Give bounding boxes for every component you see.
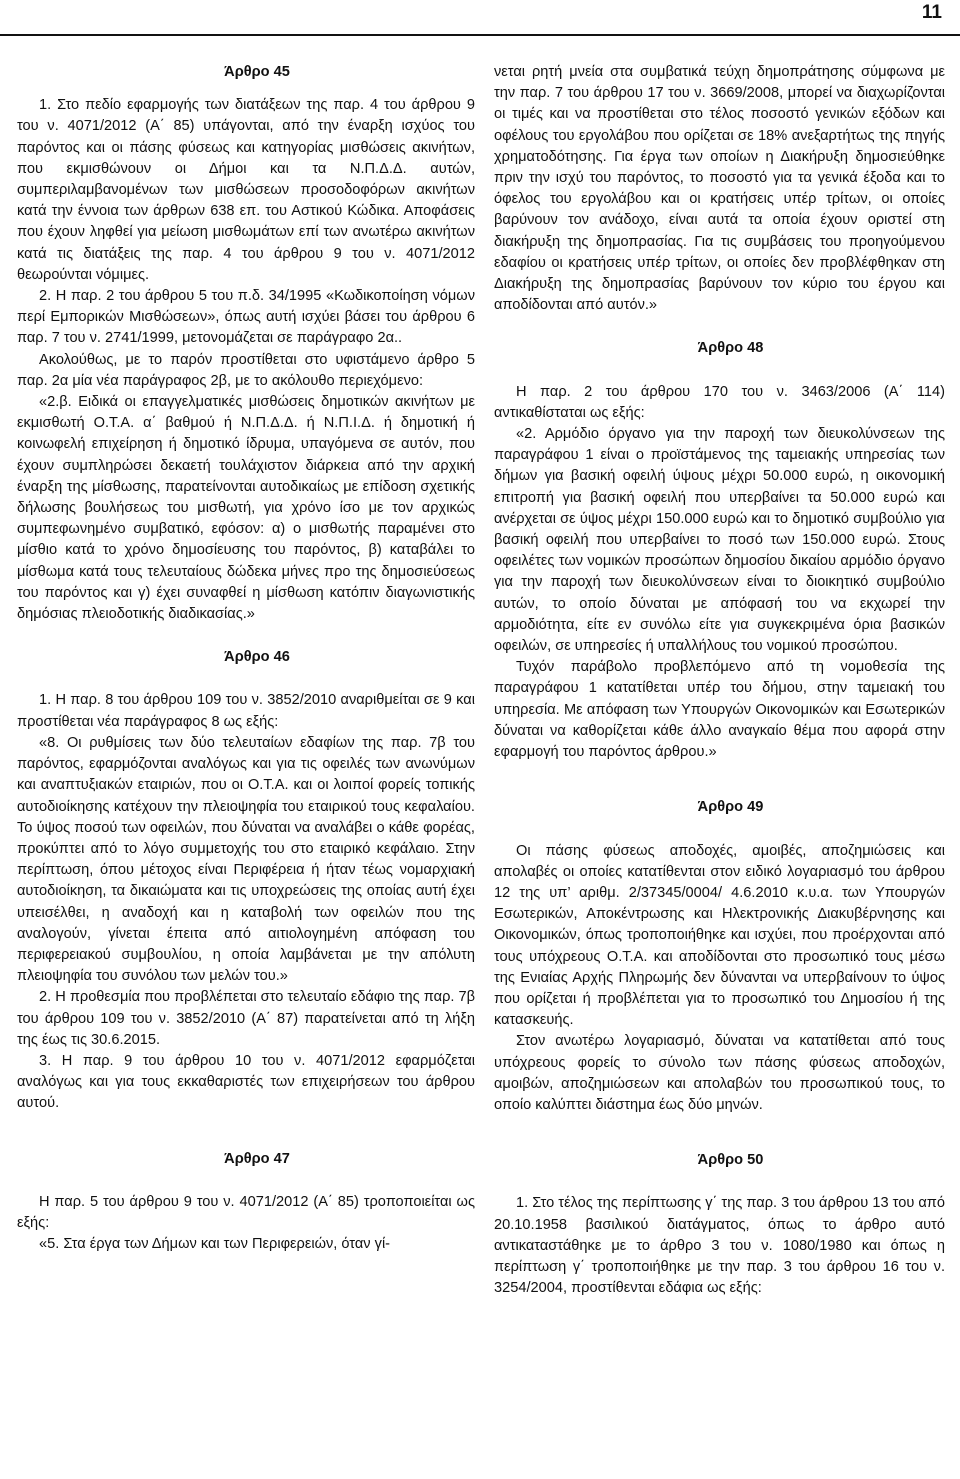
article-50-paragraph-1: 1. Στο τέλος της περίπτωσης γ΄ της παρ. 3 του άρθρου 13 του από 20.10.1958 βασιλικού διατάγματος, όπως το άρθρο αυτό αντικαταστάθηκε με το άρθρο 3 του ν. 1080/1980 και όπως η περίπτωση γ΄ τροποποιήθηκε με την παρ. 3 του άρθρου 16 του ν. 3254/2004, προστίθενται εδάφια ως εξής:: [494, 1195, 945, 1297]
article-49-paragraph-1: Οι πάσης φύσεως αποδοχές, αμοιβές, αποζημιώσεις και απολαβές οι οποίες κατατίθενται στον ειδικό λογαριασμό του άρθρου 12 της υπ’ αριθμ. 2/37345/0004/ 4.6.2010 κ.υ.α. των Υπουργών Εσωτερικών, Αποκέντρωσης και Ηλεκτρονικής Διακυβέρνησης και Οικονομικών, όπως τροποποιήθηκε και ισχύει, που προέρχονται από τους υπόχρεους Ο.Τ.Α. και αποδίδονται στο προσωπικό τους μέσω της Ενιαίας Αρχής Πληρωμής δεν δύνανται να υπερβαίνουν το ύψος που ορίζεται ή προβλέπεται για το προσωπικό του Δημοσίου ή της κατασκευής.: [494, 842, 945, 1029]
article-48-heading: Άρθρο 48: [697, 340, 764, 357]
article-47-continuation: νεται ρητή μνεία στα συμβατικά τεύχη δημοπράτησης σύμφωνα με την παρ. 7 του άρθρου 17 του ν. 3669/2008, μπορεί να διαχωρίζονται οι τιμές και να προστίθεται στο τέλος ποσοστό γενικών εξόδων και οφέλους του εργολάβου που ορίζεται σε 18% ανεξαρτήτως της πηγής χρηματοδότησης. Για έργα των οποίων η Διακήρυξη δημοσιεύθηκε πριν την ισχύ του παρόντος, το ποσοστό για τα γενικά έξοδα και το όφελος του εργολάβου και οι κρατήσεις υπέρ τρίτων, οι οποίες βαρύνουν τον ανάδοχο, είναι αυτά τα οποία έχουν οριστεί στη διακήρυξη της δημοπρασίας. Για τις συμβάσεις του προηγούμενου εδαφίου οι κρατήσεις υπέρ τρίτων, οι οποίες δεν προβλέφθηκαν στη Διακήρυξη της δημοπρασίας βαρύνουν τον κύριο του έργου και αποδίδονται από αυτόν.»: [494, 64, 945, 314]
article-45-paragraph-1: 1. Στο πεδίο εφαρμογής των διατάξεων της παρ. 4 του άρθρου 9 του ν. 4071/2012 (Α΄ 85) υπάγονται, από την έναρξη ισχύος του παρόντος και οι πάσης φύσεως και κατηγορίας μισθώσεις ακινήτων, που εκμισθώνουν οι Δήμοι και τα Ν.Π.Δ.Δ. αυτών, συμπεριλαμβανομένων των μισθώσεων προσοδοφόρων ακινήτων κατά την έννοια των άρθρων 638 επ. του Αστικού Κώδικα. Αποφάσεις που έχουν ληφθεί για μείωση μισθωμάτων επί των ανωτέρω ακινήτων κατά τις διατάξεις της παρ. 4 του άρθρου 9 του ν. 4071/2012 θεωρούνται νόμιμες.: [17, 97, 475, 283]
article-45-paragraph-3: Ακολούθως, με το παρόν προστίθεται στο υφιστάμενο άρθρο 5 παρ. 2α μία νέα παράγραφος 2β, με το ακόλουθο περιεχόμενο:: [17, 351, 475, 389]
left-column: [17, 62, 475, 1255]
page-number: 11: [921, 2, 942, 23]
article-45-heading: Άρθρο 45: [224, 64, 290, 80]
article-48-paragraph-3: Τυχόν παράβολο προβλεπόμενο από τη νομοθεσία της παραγράφου 1 κατατίθεται υπέρ του δήμου, στην ταμειακή του υπηρεσία. Με απόφαση των Υπουργών Οικονομικών και Εσωτερικών δύναται να καθορίζεται κάθε άλλο αναγκαίο θέμα που αφορά στην εφαρμογή του παρόντος άρθρου.»: [494, 659, 945, 761]
article-45-paragraph-4: «2.β. Ειδικά οι επαγγελματικές μισθώσεις δημοτικών ακινήτων με εκμισθωτή Ο.Τ.Α. α΄ βαθμού ή Ν.Π.Δ.Δ. ή Ν.Π.Ι.Δ. ή δημοτική ή κοινωφελή επιχείρηση ή δημοτικό ίδρυμα, υπαγόμενα σε αυτόν, που έχουν συμπληρώσει δεκαετή τουλάχιστον διάρκεια από την αρχική έναρξη της μίσθωσης, παρατείνονται αυτοδικαίως με επίδοση σχετικής δήλωσης βουλήσεως του μισθωτή, για χρόνο ίσο με τον αρχικώς συμπεφωνημένο συμβατικό, εφόσον: α) ο μισθωτής παραμένει στο μίσθιο κατά το χρόνο δημοσίευσης του παρόντος, β) καταβάλει το μίσθωμα κατά τους τελευταίους δώδεκα μήνες προ της δημοσιεύσεως του παρόντος και γ) έχει συναφθεί η μίσθωση κατόπιν διαγωνιστικής δημόσιας πλειοδοτικής διαδικασίας.»: [17, 394, 475, 623]
page-header: [0, 0, 960, 36]
article-46-paragraph-4: 3. Η παρ. 9 του άρθρου 10 του ν. 4071/2012 εφαρμόζεται αναλόγως και για τους εκκαθαριστές των επιχειρήσεων του άρθρου αυτού.: [17, 1052, 475, 1112]
article-49-paragraph-2: Στον ανωτέρω λογαριασμό, δύναται να κατατίθεται από τους υπόχρεους φορείς το σύνολο των πάσης φύσεως αποδοχών, αμοιβών, αποζημιώσεων και απολαβών του προσωπικού τους, το οποίο καλύπτει διάστημα έως δύο μηνών.: [494, 1033, 945, 1113]
right-column: [494, 62, 945, 1299]
article-46-heading: Άρθρο 46: [224, 649, 290, 666]
article-47-paragraph-1: Η παρ. 5 του άρθρου 9 του ν. 4071/2012 (Α΄ 85) τροποποιείται ως εξής:: [17, 1193, 475, 1231]
article-49-heading: Άρθρο 49: [697, 799, 764, 816]
article-46-paragraph-1: 1. Η παρ. 8 του άρθρου 109 του ν. 3852/2010 αναριθμείται σε 9 και προστίθεται νέα παράγραφος 8 ως εξής:: [17, 692, 475, 730]
article-48-paragraph-2: «2. Αρμόδιο όργανο για την παροχή των διευκολύνσεων της παραγράφου 1 είναι ο προϊστάμενος της ταμειακής υπηρεσίας των δήμων για βασική οφειλή ύψους μέχρι 50.000 ευρώ, η οικονομική επιτροπή για βασική οφειλή που υπερβαίνει τα 50.000 ευρώ και ανέρχεται σε ύψος μέχρι 150.000 ευρώ και το δημοτικό συμβούλιο για βασική οφειλή που υπερβαίνει το ποσό των 150.000 ευρώ. Στους οφειλέτες των νομικών προσώπων δημοσίου δικαίου αρμόδιο όργανο για την παροχή των διευκολύνσεων είναι το διοικητικό συμβούλιο αυτών, το οποίο δύναται με απόφασή του να εκχωρεί την αρμοδιότητα, είτε εν συνόλω είτε για συγκεκριμένα όρια βασικών οφειλών, σε υπηρεσίες ή υπαλλήλους του νομικού προσώπου.: [494, 426, 945, 655]
article-48-paragraph-1: Η παρ. 2 του άρθρου 170 του ν. 3463/2006 (Α΄ 114) αντικαθίσταται ως εξής:: [494, 383, 945, 421]
article-46-paragraph-2: «8. Οι ρυθμίσεις των δύο τελευταίων εδαφίων της παρ. 7β του παρόντος, εφαρμόζονται αναλόγως και για τις οφειλές των ανωνύμων και αναπτυξιακών εταιριών, που οι Ο.Τ.Α. και οι λοιποί φορείς τοπικής αυτοδιοίκησης κατέχουν την πλειοψηφία του εταιρικού τους κεφαλαίου. Το ύψος ποσού των οφειλών, που δύναται να αναλάβει ο κάθε φορέας, προκύπτει από το λόγο συμμετοχής του στο εταιρικό κεφάλαιο. Στην περίπτωση, όπου μέτοχος είναι Περιφέρεια ή ήταν τέως νομαρχιακή αυτοδιοίκηση, τα δικαιώματα και τις υποχρεώσεις της οποίας αυτή έχει υπεισέλθει, η αναδοχή και η καταβολή των οφειλών που της αναλογούν, γίνεται έπειτα από αιτιολογημένη απόφαση του περιφερειακού συμβουλίου, η οποία λαμβάνεται με την απόλυτη πλειοψηφία του συνόλου των μελών του.»: [17, 734, 475, 985]
article-45-paragraph-2: 2. Η παρ. 2 του άρθρου 5 του π.δ. 34/1995 «Κωδικοποίηση νόμων περί Εμπορικών Μισθώσεων», όπως αυτή ισχύει βάσει του άρθρου 6 παρ. 7 του ν. 2741/1999, μετονομάζεται σε παράγραφο 2α..: [17, 288, 475, 347]
article-46-paragraph-3: 2. Η προθεσμία που προβλέπεται στο τελευταίο εδάφιο της παρ. 7β του άρθρου 109 του ν. 3852/2010 (Α΄ 87) παρατείνεται από τη λήξη της έως τις 30.6.2015.: [17, 989, 475, 1048]
article-47-paragraph-2: «5. Στα έργα των Δήμων και των Περιφερειών, όταν γί-: [39, 1236, 391, 1253]
article-47-heading: Άρθρο 47: [224, 1150, 290, 1167]
article-50-heading: Άρθρο 50: [697, 1152, 764, 1169]
